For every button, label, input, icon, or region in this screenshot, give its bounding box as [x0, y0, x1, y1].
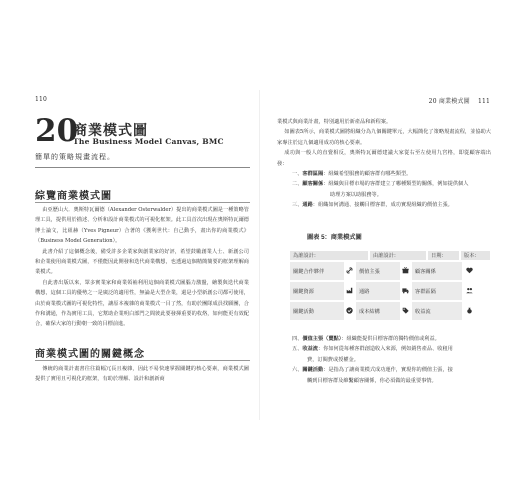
- link-icon: [346, 267, 353, 274]
- intro-body: [277, 117, 491, 169]
- checkmark-icon: [346, 307, 353, 314]
- money-bag-icon: [466, 307, 473, 314]
- factory-icon: [346, 287, 353, 294]
- list-item: 觸到目標客群及維繫顧客關係，你必須做的最重要事情。: [307, 377, 437, 384]
- key-concepts-body: [35, 364, 249, 385]
- section-heading-rule: [35, 360, 250, 361]
- overview-body: [35, 205, 249, 330]
- list-item: 費，訂閱費或授權金。: [307, 356, 359, 363]
- paragraph: 此書介紹了這個概念後，備受許多企業家與創業家的好評，希望鼓勵創業人士、新創公司和企業使用商業模式圖，不僅能因此開發和迭代商業構想，也透過這個精簡簡要的框架理解商業模式。: [35, 248, 249, 276]
- figure-label: 圖表 5：商業模式圖: [307, 234, 362, 241]
- cell-key-partners: 關鍵合作夥伴: [290, 262, 344, 280]
- cell-key-resources: 關鍵資源: [290, 282, 344, 300]
- chapter-number: 20: [35, 113, 79, 149]
- paragraph: 如圖表5所示，商業模式圖將組織分為九個關鍵單元，大幅簡化了策略規畫流程，並協助大家專注於這九個適用成功的核心要素。: [277, 129, 491, 146]
- paragraph: 成功與一般人的直覺相反，奧斯特瓦爾德建議大家從右至左使用九宮格，即從顧客端出發：: [277, 150, 491, 167]
- canvas-header-for: 為誰設計：: [290, 251, 368, 260]
- section-heading-rule: [35, 202, 250, 203]
- running-head-title: 20 商業模式圖: [428, 98, 470, 105]
- chapter-title: 商業模式圖: [73, 123, 148, 139]
- truck-icon: [402, 287, 409, 294]
- cell-customer-relationships: 客群區隔: [412, 282, 462, 300]
- business-model-canvas: [290, 251, 490, 316]
- paragraph: 業模式與商業計畫，特別適用於新產品和新程案。: [277, 119, 392, 125]
- title-divider: [35, 167, 250, 168]
- list-top: [292, 169, 468, 211]
- heart-icon: [466, 267, 473, 274]
- page-number-right: 111: [477, 98, 490, 105]
- canvas-header-by: 由誰設計：: [370, 251, 426, 260]
- list-bottom: [292, 334, 453, 386]
- cell-value-proposition: 價值主張: [356, 262, 400, 280]
- gift-icon: [402, 267, 409, 274]
- chapter-subtitle: 簡單的策略規畫流程。: [35, 153, 115, 161]
- list-item: 二、顧客關係：組織與目標市場的客群建立了哪種類型的關係，例如提供個人: [292, 181, 469, 188]
- right-page: [260, 0, 520, 500]
- list-item: 一、客群區隔：組織希望服務的顧客群有哪些類型。: [292, 171, 412, 177]
- cell-key-activities: 關鍵活動: [290, 302, 344, 320]
- running-head: [429, 96, 490, 105]
- canvas-header-version: 版本：: [461, 251, 490, 260]
- paragraph: 由亞歷山大．奧斯特瓦爾德（Alexander Osterwalder）提出的商業模式圖是一種策略管理工具，提供用於描述、分析和設計商業模式的可視化框架。此工具首次出現在奧斯特瓦爾德博士論文，比紐赫（Yves Pigneur）合著的《獲利世代：自己動手，畫出你的商業模式》（Business Model Generation）。: [35, 207, 249, 245]
- cell-cost-structure: 成本結構: [356, 302, 400, 320]
- page-number-left: 110: [35, 96, 48, 103]
- paragraph: 傳統的商業計畫書往往篇幅冗長且複雜，因此不易快速掌握關鍵的核心要素，商業模式圖提供了實用且可視化的框架，有助於理解、設計和創新商: [35, 366, 249, 383]
- cell-customer-segments: 顧客關係: [412, 262, 462, 280]
- list-item: 五、收益流：你如何從每種客群創造收入來源，例如銷售產品、收租用: [292, 346, 453, 353]
- list-item: 三、通路：組織如何溝通、接觸目標客群，成功實現組織的價值主張。: [292, 202, 453, 209]
- cell-channels: 通路: [356, 282, 400, 300]
- cell-revenue-streams: 收益流: [412, 302, 462, 320]
- people-icon: [466, 287, 473, 294]
- section-heading-key-concepts: 商業模式圖的關鍵概念: [35, 349, 145, 360]
- tag-icon: [402, 307, 409, 314]
- list-item: 助理方案以助服務等。: [330, 191, 382, 198]
- section-heading-overview: 綜覽商業模式圖: [35, 191, 112, 202]
- paragraph: 自此書出版以來，眾多實業家和商業領袖利用這個商業模式圖腦力激盪，繪製與迭代商業構想，這個工具的優勢之一是廣泛的適用性，無論是大型企業，還是小型新創公司都可使用，由於商業模式圖的可視化特性，讓原本複雜的商業模式一目了然，有助於團隊成員找願團，合作和溝通，作為實用工具，它幫助企業明白部門之間彼此要發揮重要的枚烙，如何能更有效配合，確保大家的行動朝一致的目標前進。: [35, 279, 249, 328]
- list-item: 六、關鍵活動：是指為了讓商業模式成功運作，實現你的價值主張，接: [292, 367, 453, 374]
- list-item: 四、價值主張（賣點）：組織能提供目標客群的獨特價值或利益。: [292, 336, 440, 342]
- canvas-header-date: 日期：: [428, 251, 459, 260]
- chapter-title-english: The Business Model Canvas, BMC: [73, 137, 224, 146]
